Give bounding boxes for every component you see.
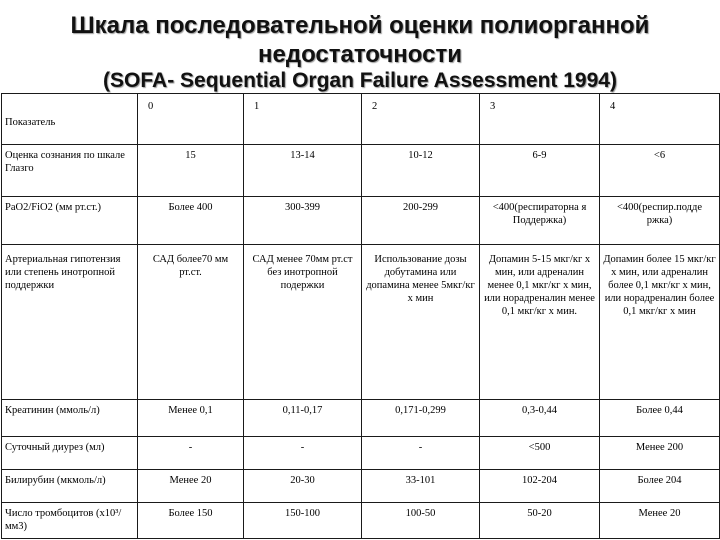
header-indicator-cell <box>2 94 138 145</box>
value-cell: <500 <box>480 437 600 470</box>
value-cell: 33-101 <box>362 470 480 503</box>
value-cell: Использование дозы добутамина или допамина менее 5мкг/кг х мин <box>362 245 480 400</box>
value-cell: 0,3-0,44 <box>480 400 600 437</box>
value-cell: САД более70 мм рт.ст. <box>138 245 244 400</box>
indicator-cell: PaO2/FiO2 (мм рт.ст.) <box>2 197 138 245</box>
value-cell: Более 150 <box>138 503 244 539</box>
value-cell: 15 <box>138 145 244 197</box>
header-score: 4 <box>610 101 616 112</box>
indicator-cell: Суточный диурез (мл) <box>2 437 138 470</box>
value-cell: 10-12 <box>362 145 480 197</box>
header-score-cell <box>600 94 720 145</box>
indicator-cell: Число тромбоцитов (х10³/мм3) <box>2 503 138 539</box>
value-cell: 200-299 <box>362 197 480 245</box>
table-row <box>2 145 720 197</box>
value-cell: 6-9 <box>480 145 600 197</box>
value-cell: Менее 20 <box>138 470 244 503</box>
value-cell: 300-399 <box>244 197 362 245</box>
table-row <box>2 400 720 437</box>
value-cell: - <box>138 437 244 470</box>
value-cell: Допамин более 15 мкг/кг х мин, или адреналин более 0,1 мкг/кг х мин, или норадреналин более 0,1 мкг/кг х мин <box>600 245 720 400</box>
value-cell: Более 400 <box>138 197 244 245</box>
page-title-line-2: недостаточности <box>258 41 462 68</box>
value-cell: <6 <box>600 145 720 197</box>
indicator-cell: Оценка сознания по шкале Глазго <box>2 145 138 197</box>
value-cell: Менее 20 <box>600 503 720 539</box>
header-score-cell <box>362 94 480 145</box>
indicator-cell: Креатинин (ммоль/л) <box>2 400 138 437</box>
table-row <box>2 245 720 400</box>
header-score-cell <box>244 94 362 145</box>
header-score-cell <box>138 94 244 145</box>
value-cell: 0,171-0,299 <box>362 400 480 437</box>
header-score-cell <box>480 94 600 145</box>
value-cell: - <box>244 437 362 470</box>
value-cell: <400(респираторна я Поддержка) <box>480 197 600 245</box>
value-cell: Более 204 <box>600 470 720 503</box>
value-cell: 102-204 <box>480 470 600 503</box>
table-row <box>2 197 720 245</box>
value-cell: Более 0,44 <box>600 400 720 437</box>
value-cell: Допамин 5-15 мкг/кг х мин, или адреналин менее 0,1 мкг/кг х мин, или норадреналин менее 0,1 мкг/кг х мин. <box>480 245 600 400</box>
sofa-table <box>1 93 720 539</box>
page-subtitle: (SOFA- Sequential Organ Failure Assessment 1994) <box>103 69 617 92</box>
value-cell: <400(респир.подде ржка) <box>600 197 720 245</box>
header-score: 1 <box>254 101 260 112</box>
value-cell: Менее 0,1 <box>138 400 244 437</box>
value-cell: 50-20 <box>480 503 600 539</box>
header-score: 0 <box>148 101 154 112</box>
table-row <box>2 437 720 470</box>
value-cell: 100-50 <box>362 503 480 539</box>
value-cell: - <box>362 437 480 470</box>
header-indicator-label: Показатель <box>5 117 56 128</box>
value-cell: 13-14 <box>244 145 362 197</box>
header-score: 3 <box>490 101 496 112</box>
value-cell: Менее 200 <box>600 437 720 470</box>
value-cell: 150-100 <box>244 503 362 539</box>
table-row <box>2 503 720 539</box>
value-cell: 20-30 <box>244 470 362 503</box>
value-cell: САД менее 70мм рт.ст без инотропной подержки <box>244 245 362 400</box>
table-header-row <box>2 94 720 145</box>
table-row <box>2 470 720 503</box>
page-title: Шкала последовательной оценки полиорганной <box>70 12 650 39</box>
indicator-cell: Артериальная гипотензия или степень инотропной поддержки <box>2 245 138 400</box>
indicator-cell: Билирубин (мкмоль/л) <box>2 470 138 503</box>
header-score: 2 <box>372 101 378 112</box>
value-cell: 0,11-0,17 <box>244 400 362 437</box>
